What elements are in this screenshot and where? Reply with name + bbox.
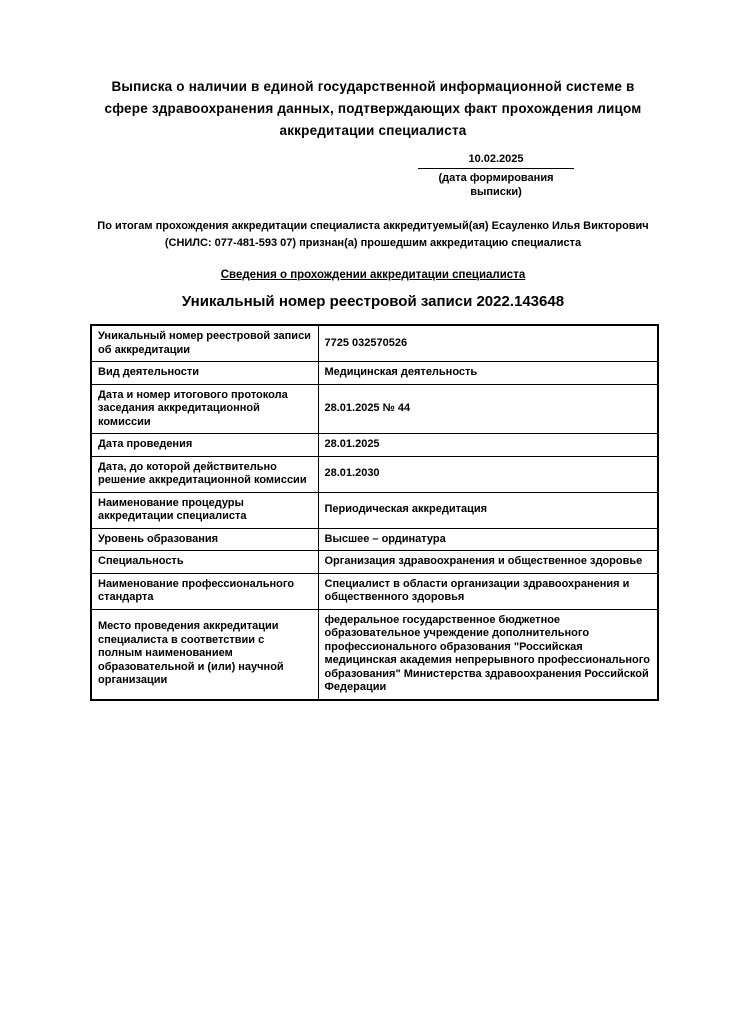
issue-date-value: 10.02.2025 — [418, 152, 574, 169]
row-label-cell: Дата и номер итогового протокола заседания аккредитационной комиссии — [91, 384, 318, 434]
intro-paragraph: По итогам прохождения аккредитации специалиста аккредитуемый(ая) Есауленко Илья Викторович (СНИЛС: 077-481-593 07) признан(а) прошедшим аккредитацию специалиста — [97, 220, 649, 249]
row-label-cell: Наименование профессионального стандарта — [91, 573, 318, 609]
table-row — [91, 573, 658, 609]
table-row — [91, 551, 658, 574]
issue-date-block — [418, 152, 574, 199]
row-value-cell: Организация здравоохранения и общественное здоровье — [318, 551, 658, 574]
row-value-cell: федеральное государственное бюджетное образовательное учреждение дополнительного профессионального образования "Российская медицинская академия непрерывного профессионального образования" Министерства здравоохранения Российской Федерации — [318, 609, 658, 700]
row-value-cell: 28.01.2025 № 44 — [318, 384, 658, 434]
row-value-cell: Периодическая аккредитация — [318, 492, 658, 528]
row-label-cell: Уникальный номер реестровой записи об аккредитации — [91, 325, 318, 362]
row-label-cell: Уровень образования — [91, 528, 318, 551]
row-value-cell: Высшее – ординатура — [318, 528, 658, 551]
table-row — [91, 325, 658, 362]
table-row — [91, 609, 658, 700]
issue-date-caption: (дата формирования выписки) — [438, 172, 554, 198]
table-row — [91, 384, 658, 434]
row-value-cell: Медицинская деятельность — [318, 362, 658, 385]
table-row — [91, 362, 658, 385]
row-label-cell: Наименование процедуры аккредитации специалиста — [91, 492, 318, 528]
row-label-cell: Место проведения аккредитации специалиста в соответствии с полным наименованием образовательной и (или) научной организации — [91, 609, 318, 700]
table-row — [91, 456, 658, 492]
document-title: Выписка о наличии в единой государственной информационной системе в сфере здравоохранения данных, подтверждающих факт прохождения лицом аккредитации специалиста — [104, 79, 642, 138]
accreditation-table — [90, 324, 659, 701]
row-value-cell: 7725 032570526 — [318, 325, 658, 362]
row-label-cell: Дата проведения — [91, 434, 318, 457]
row-label-cell: Вид деятельности — [91, 362, 318, 385]
table-row — [91, 492, 658, 528]
row-value-cell: 28.01.2030 — [318, 456, 658, 492]
section-heading: Сведения о прохождении аккредитации специалиста — [220, 269, 526, 281]
row-value-cell: 28.01.2025 — [318, 434, 658, 457]
row-label-cell: Специальность — [91, 551, 318, 574]
row-value-cell: Специалист в области организации здравоохранения и общественного здоровья — [318, 573, 658, 609]
table-row — [91, 528, 658, 551]
registry-number-heading: Уникальный номер реестровой записи 2022.143648 — [181, 293, 565, 310]
table-row — [91, 434, 658, 457]
row-label-cell: Дата, до которой действительно решение аккредитационной комиссии — [91, 456, 318, 492]
